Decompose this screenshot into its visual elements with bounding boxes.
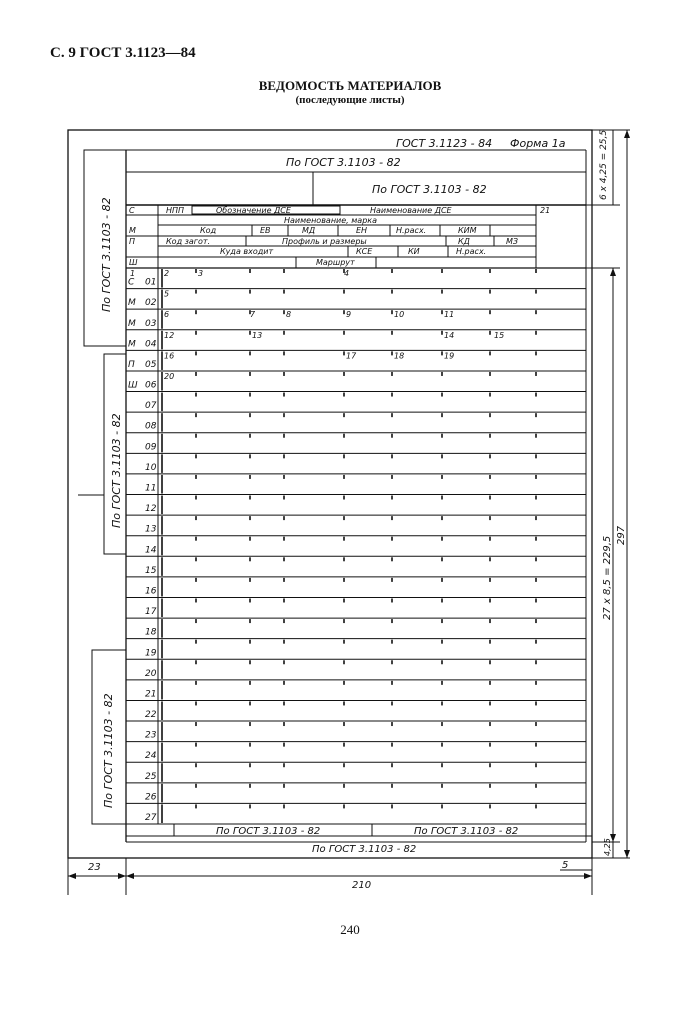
ref-standard-top-right: По ГОСТ 3.1103 - 82 [372, 183, 487, 196]
ref-standard-footer: По ГОСТ 3.1103 - 82 [312, 844, 417, 855]
hdr-kse: КСЕ [356, 247, 373, 256]
row-number: 09 [145, 442, 157, 453]
hdr-ki: КИ [408, 247, 420, 256]
dim-right: 5 [562, 860, 569, 871]
row-number: 12 [145, 504, 157, 515]
dim-width: 210 [352, 880, 372, 891]
dim-top-stack: 6 x 4,25 = 25,5 [599, 129, 609, 200]
hdr-sh-code: Ш [129, 258, 138, 267]
row-number: 03 [145, 318, 157, 329]
row-number: 18 [145, 627, 157, 638]
row-number: 05 [145, 359, 157, 370]
page-header: С. 9 ГОСТ 3.1123—84 [50, 45, 196, 61]
cell-position-number: 7 [250, 310, 256, 320]
dim-height: 297 [616, 525, 627, 545]
row-number: 15 [145, 565, 157, 576]
hdr-en: ЕН [356, 226, 368, 235]
row-letter: М [128, 318, 136, 329]
cell-position-numbers [130, 269, 504, 381]
hdr-p-code: П [129, 237, 136, 246]
row-number: 02 [145, 298, 157, 309]
row-letter: Ш [128, 380, 138, 391]
row-number: 08 [145, 421, 157, 432]
cell-position-number: 13 [252, 330, 263, 340]
row-number: 16 [145, 586, 157, 597]
ref-standard-top: По ГОСТ 3.1103 - 82 [286, 156, 401, 169]
row-number: 21 [145, 689, 157, 700]
cell-position-number: 17 [346, 351, 357, 361]
row-number: 14 [145, 545, 157, 556]
cell-position-number: 14 [444, 330, 455, 340]
hdr-kim: КИМ [458, 226, 477, 235]
hdr-kod: Код [200, 226, 217, 235]
document-title: ВЕДОМОСТЬ МАТЕРИАЛОВ [258, 78, 442, 93]
row-number: 19 [145, 648, 157, 659]
hdr-s-code: С [129, 206, 135, 215]
form-standard-label: ГОСТ 3.1123 - 84 [396, 137, 493, 150]
ref-standard-bottom-left: По ГОСТ 3.1103 - 82 [216, 826, 321, 837]
cell-position-number: 2 [164, 269, 170, 278]
cell-position-number: 10 [394, 310, 405, 320]
hdr-ev: ЕВ [260, 226, 271, 235]
cell-position-number: 1 [130, 269, 136, 278]
row-letter: М [128, 298, 136, 309]
ref-standard-bottom-right: По ГОСТ 3.1103 - 82 [414, 826, 519, 837]
hdr-marshrut: Маршрут [316, 258, 355, 267]
hdr-m-code: М [129, 226, 136, 235]
dim-left: 23 [88, 862, 101, 873]
cell-position-number: 15 [494, 330, 505, 340]
hdr-sh-nrask: Н.расх. [456, 247, 487, 256]
cell-position-number: 11 [444, 310, 455, 320]
cell-position-number: 6 [164, 310, 170, 320]
hdr-name-mark: Наименование, марка [284, 216, 378, 225]
cell-position-number: 8 [286, 310, 292, 320]
hdr-kod-zag: Код загот. [166, 237, 211, 246]
row-number: 11 [145, 483, 157, 494]
row-letter: С [128, 277, 135, 288]
hdr-md: МД [302, 226, 316, 235]
row-number: 06 [145, 380, 157, 391]
cell-position-number: 3 [198, 269, 204, 278]
hdr-kuda: Куда входит [220, 247, 274, 256]
cell-position-number: 16 [164, 351, 175, 361]
row-number: 01 [145, 277, 157, 288]
dim-rows-stack: 27 x 8,5 = 229,5 [602, 535, 613, 620]
row-number: 07 [145, 401, 157, 412]
row-number: 26 [145, 792, 157, 803]
row-number: 25 [145, 771, 157, 782]
row-number: 22 [145, 710, 157, 721]
hdr-profile: Профиль и размеры [282, 237, 367, 246]
row-number: 24 [145, 751, 157, 762]
hdr-designation: Обозначение ДСЕ [216, 206, 291, 215]
side-stamp-top: По ГОСТ 3.1103 - 82 [100, 197, 113, 312]
dim-bottom: 4,25 [603, 838, 612, 856]
cell-position-number: 19 [444, 351, 455, 361]
side-stamp-middle: По ГОСТ 3.1103 - 82 [110, 413, 123, 528]
cell-position-number: 4 [344, 269, 350, 278]
row-number: 13 [145, 524, 157, 535]
row-number: 27 [145, 813, 157, 823]
row-number: 17 [145, 607, 157, 618]
hdr-name-dse: Наименование ДСЕ [370, 206, 452, 215]
row-letter: М [128, 339, 136, 350]
row-letter: П [128, 359, 135, 370]
cell-position-number: 9 [346, 310, 352, 320]
hdr-col-21: 21 [540, 206, 551, 215]
cell-position-number: 20 [164, 371, 175, 381]
document-subtitle: (последующие листы) [295, 94, 405, 106]
cell-position-number: 5 [164, 289, 170, 299]
hdr-kd: КД [458, 237, 470, 246]
cell-position-number: 12 [164, 330, 175, 340]
cell-position-number: 18 [394, 351, 405, 361]
page-number: 240 [340, 922, 360, 937]
hdr-mz: МЗ [506, 237, 519, 246]
row-number: 20 [145, 668, 157, 679]
hdr-npp: НПП [166, 206, 185, 215]
form-type-label: Форма 1а [510, 137, 566, 150]
row-number: 23 [145, 730, 157, 741]
hdr-nrask: Н.расх. [396, 226, 427, 235]
row-number: 04 [145, 339, 157, 350]
side-stamp-bottom: По ГОСТ 3.1103 - 82 [102, 693, 115, 808]
row-number: 10 [145, 462, 157, 473]
